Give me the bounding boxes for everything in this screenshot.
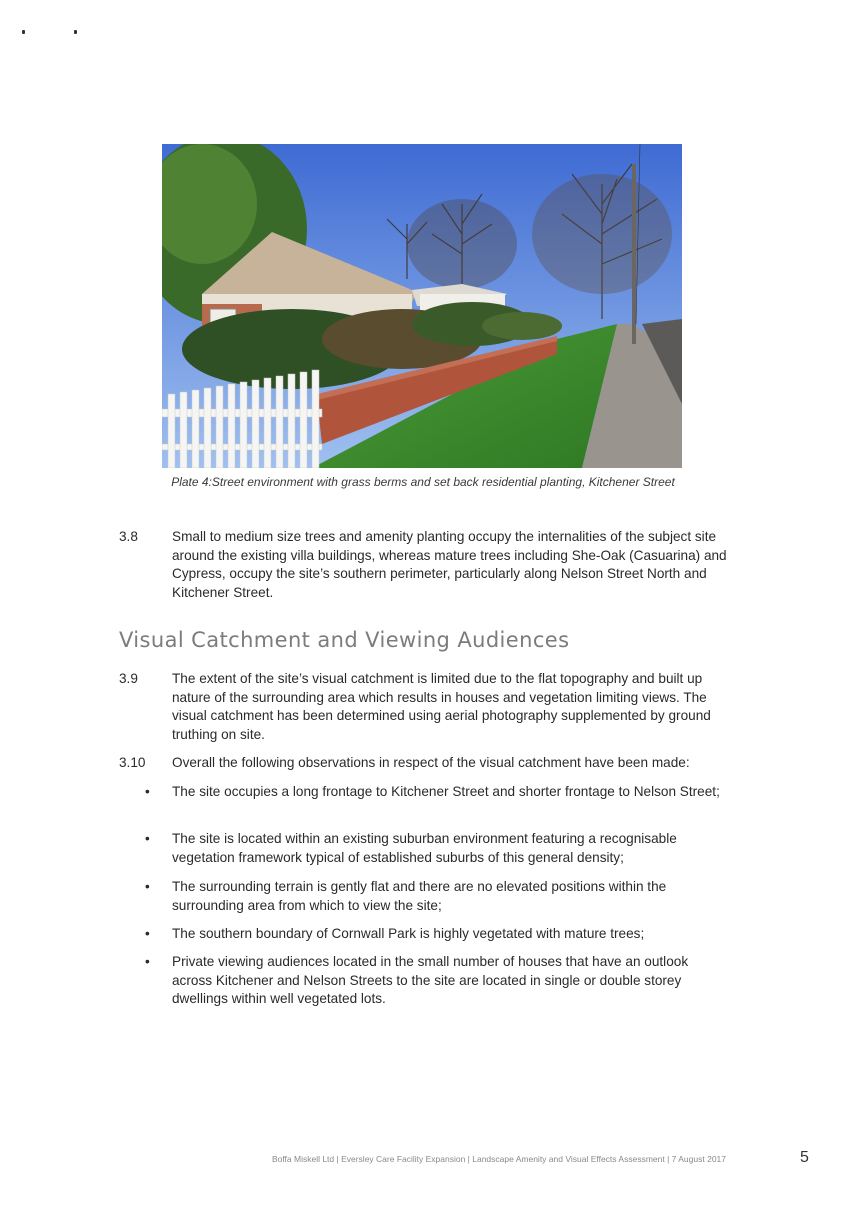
bullet-marker: • bbox=[145, 784, 150, 799]
paragraph-3-9 bbox=[119, 670, 727, 744]
bullet-item bbox=[119, 830, 727, 867]
page-footer: Boffa Miskell Ltd | Eversley Care Facility Expansion | Landscape Amenity and Visual Effects Assessment | 7 August 2017 bbox=[271, 1154, 726, 1164]
paragraph-number: 3.9 bbox=[119, 671, 138, 686]
page-number: 5 bbox=[800, 1149, 809, 1166]
paragraph-text: The extent of the site’s visual catchment is limited due to the flat topography and built up nature of the surrounding area which results in houses and vegetation limiting views. The visual catchment has been determined using aerial photography supplemented by ground truthing on site. bbox=[172, 671, 711, 742]
bullet-item bbox=[119, 878, 727, 915]
section-heading: Visual Catchment and Viewing Audiences bbox=[119, 628, 570, 652]
power-pole bbox=[632, 164, 636, 344]
bullet-marker: • bbox=[145, 954, 150, 969]
scan-mark bbox=[74, 30, 77, 34]
paragraph-3-10 bbox=[119, 754, 727, 773]
bullet-item bbox=[119, 925, 727, 944]
bullet-text: The site is located within an existing suburban environment featuring a recognisable vegetation framework typical of established suburbs of this general density; bbox=[172, 831, 677, 865]
paragraph-number: 3.8 bbox=[119, 529, 138, 544]
bullet-item bbox=[119, 783, 727, 802]
bullet-item bbox=[119, 953, 727, 1009]
paragraph-3-8 bbox=[119, 528, 727, 602]
paragraph-text: Overall the following observations in respect of the visual catchment have been made: bbox=[172, 755, 690, 770]
bullet-text: The southern boundary of Cornwall Park is highly vegetated with mature trees; bbox=[172, 926, 645, 941]
bullet-marker: • bbox=[145, 926, 150, 941]
bullet-text: Private viewing audiences located in the small number of houses that have an outlook across Kitchener and Nelson Streets to the site are located in single or double storey dwellings within well vegetated lots. bbox=[172, 954, 689, 1006]
plate-photo bbox=[162, 144, 682, 468]
bullet-marker: • bbox=[145, 831, 150, 846]
scan-mark bbox=[22, 30, 25, 34]
paragraph-text: Small to medium size trees and amenity planting occupy the internalities of the subject site around the existing villa buildings, whereas mature trees including She-Oak (Casuarina) and Cypress, occupy the site’s southern perimeter, particularly along Nelson Street North and Kitchener Street. bbox=[172, 529, 727, 600]
paragraph-number: 3.10 bbox=[119, 755, 146, 770]
bullet-text: The site occupies a long frontage to Kitchener Street and shorter frontage to Nelson Street; bbox=[172, 784, 720, 799]
bullet-marker: • bbox=[145, 879, 150, 894]
plate-caption: Plate 4:Street environment with grass berms and set back residential planting, Kitchener Street bbox=[171, 475, 675, 489]
bullet-text: The surrounding terrain is gently flat and there are no elevated positions within the surrounding area from which to view the site; bbox=[172, 879, 667, 913]
